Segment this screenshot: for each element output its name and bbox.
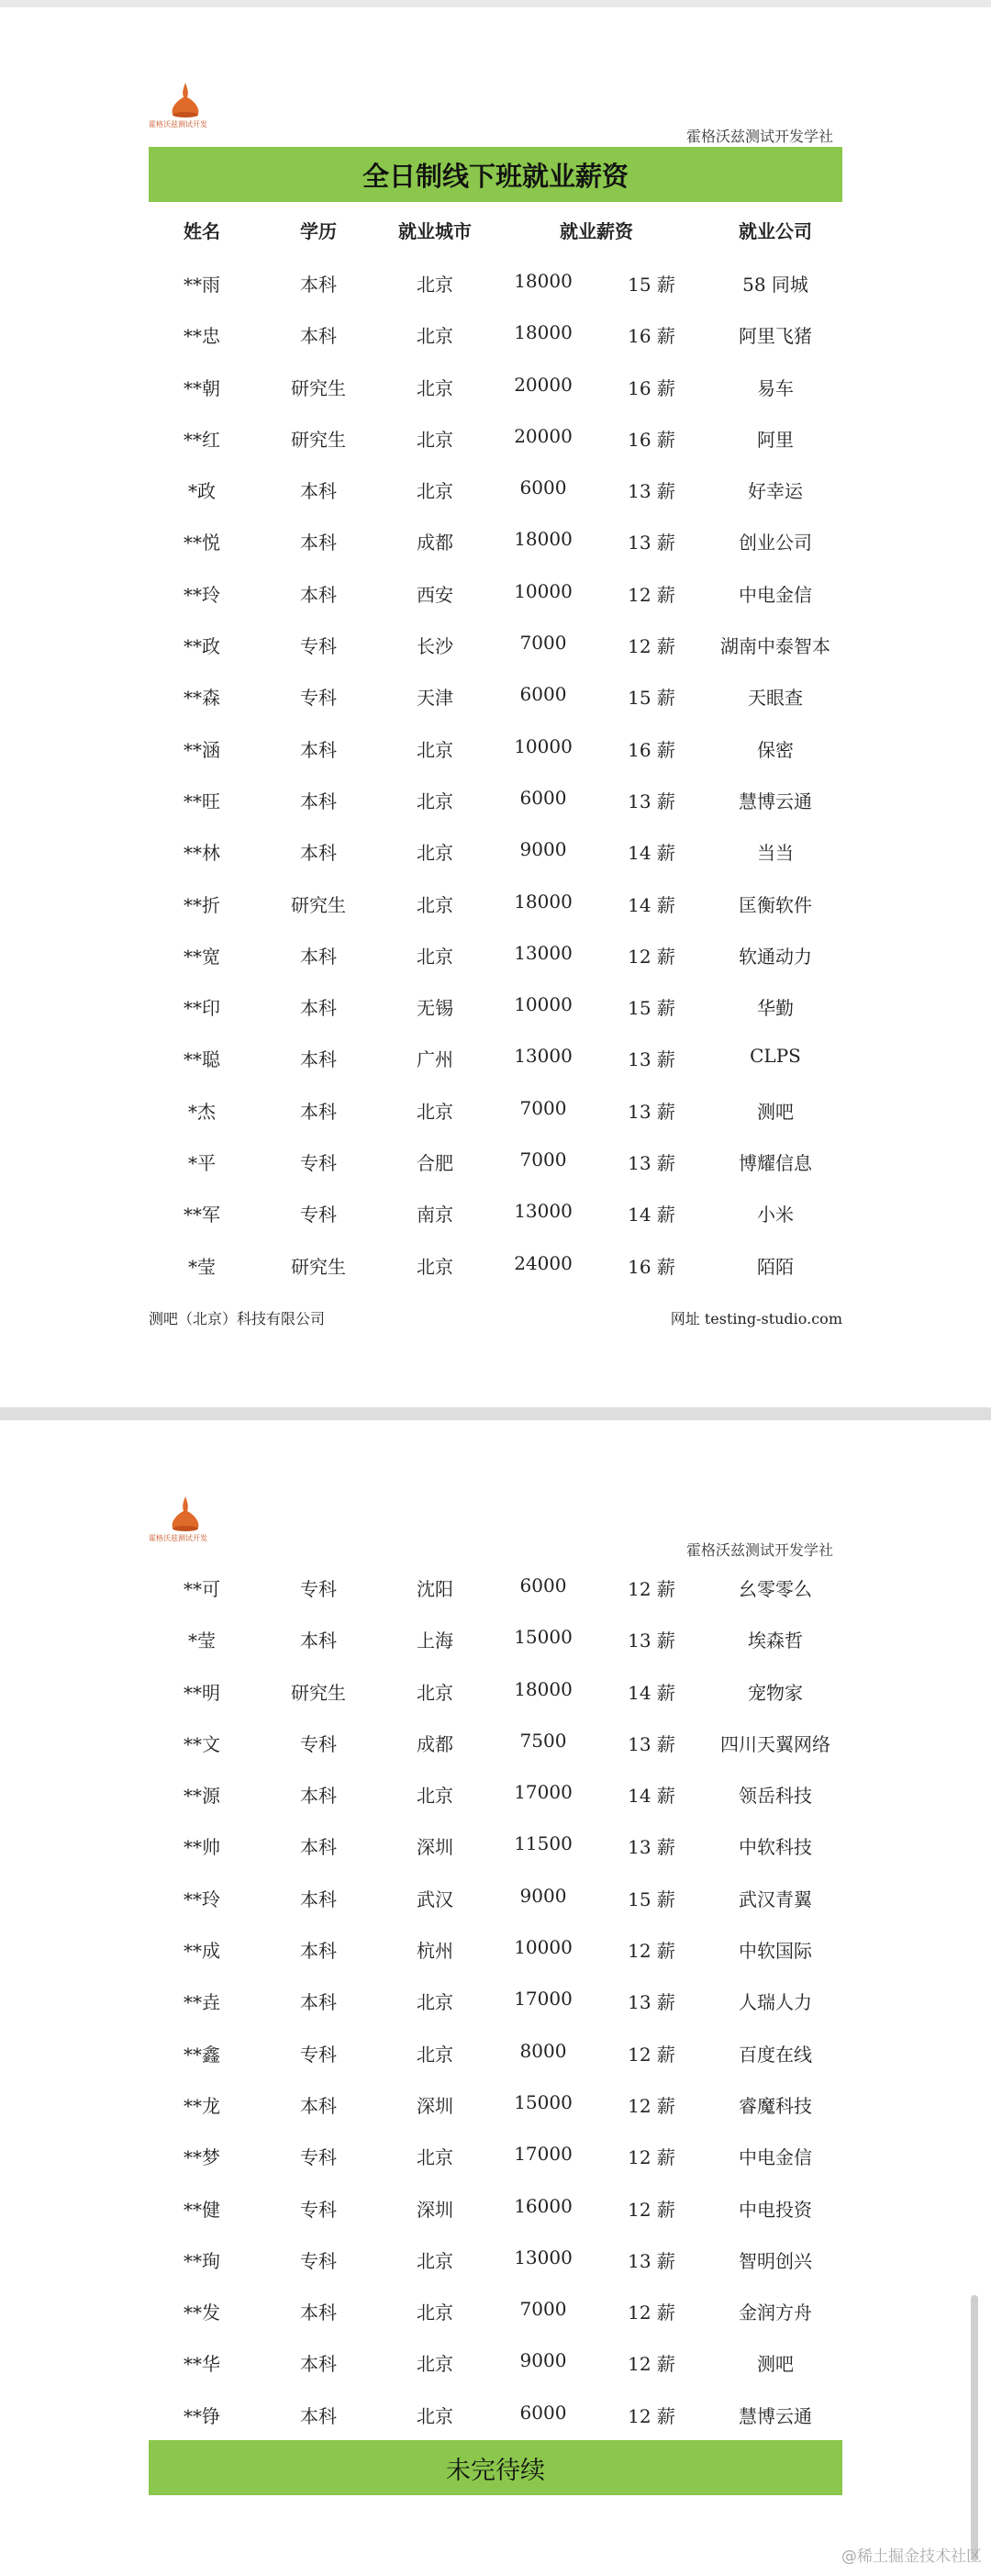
cell-months: 13 薪 (628, 1100, 675, 1123)
cell-company: 测吧 (757, 1100, 794, 1123)
cell-name: **政 (184, 635, 220, 658)
cell-name: **朝 (184, 376, 220, 399)
cell-degree: 专科 (300, 2043, 337, 2066)
cell-months: 14 薪 (628, 893, 675, 916)
cell-name: **聪 (184, 1048, 220, 1071)
cell-months: 12 薪 (628, 2146, 675, 2169)
table-row (149, 374, 842, 425)
cell-months: 12 薪 (628, 2094, 675, 2117)
cell-salary: 18000 (514, 1677, 573, 1700)
cell-city: 长沙 (417, 635, 453, 658)
cell-degree: 专科 (300, 1204, 337, 1226)
cell-months: 13 薪 (628, 1836, 675, 1859)
cell-salary: 13000 (514, 2246, 573, 2268)
table-row (149, 2349, 842, 2401)
cell-company: 领岳科技 (739, 1785, 812, 1808)
cell-name: **文 (184, 1732, 220, 1755)
table-row (149, 2091, 842, 2143)
cell-degree: 专科 (300, 2198, 337, 2221)
cell-months: 14 薪 (628, 1204, 675, 1226)
cell-degree: 本科 (300, 997, 337, 1020)
cell-salary: 17000 (514, 1988, 573, 2010)
cell-months: 13 薪 (628, 532, 675, 554)
cell-name: **珣 (184, 2249, 220, 2272)
org-name: 霍格沃兹测试开发学社 (685, 1541, 833, 1559)
cell-months: 13 薪 (628, 1732, 675, 1755)
cell-months: 16 薪 (628, 325, 675, 348)
cell-degree: 本科 (300, 1836, 337, 1859)
table-row (149, 1574, 842, 1626)
cell-salary: 10000 (514, 993, 573, 1016)
cell-degree: 本科 (300, 1100, 337, 1123)
cell-company: 陌陌 (757, 1255, 794, 1278)
cell-degree: 本科 (300, 2404, 337, 2427)
cell-salary: 18000 (514, 270, 573, 292)
cell-months: 12 薪 (628, 635, 675, 658)
cell-months: 15 薪 (628, 274, 675, 296)
cell-salary: 6000 (519, 2401, 567, 2424)
cell-city: 北京 (417, 1100, 453, 1123)
table-row (149, 1678, 842, 1730)
table-row (149, 425, 842, 476)
cell-months: 14 薪 (628, 1785, 675, 1808)
cell-salary: 16000 (514, 2194, 573, 2217)
cell-city: 深圳 (417, 1836, 453, 1859)
table-row (149, 321, 842, 373)
cell-company: 天眼查 (748, 687, 803, 710)
cell-company: 宠物家 (748, 1681, 803, 1704)
table-header (149, 217, 842, 253)
cell-company: 软通动力 (739, 945, 812, 968)
cell-salary: 18000 (514, 528, 573, 551)
logo (149, 81, 222, 129)
cell-name: *政 (188, 480, 216, 503)
cell-degree: 本科 (300, 325, 337, 348)
cell-degree: 专科 (300, 687, 337, 710)
cell-company: 阿里飞猪 (739, 325, 812, 348)
cell-salary: 15000 (514, 1626, 573, 1649)
cell-months: 12 薪 (628, 945, 675, 968)
cell-name: **林 (184, 842, 220, 865)
top-bar (0, 0, 991, 7)
salary-table-page-1 (149, 270, 842, 1304)
flask-logo-icon (167, 81, 204, 119)
table-row (149, 1988, 842, 2039)
table-row (149, 476, 842, 528)
cell-city: 北京 (417, 1255, 453, 1278)
cell-months: 16 薪 (628, 428, 675, 451)
cell-degree: 专科 (300, 1152, 337, 1175)
cell-salary: 6000 (519, 683, 567, 706)
table-row (149, 1730, 842, 1781)
cell-city: 北京 (417, 2404, 453, 2427)
cell-degree: 本科 (300, 2353, 337, 2376)
cell-company: 金润方舟 (739, 2302, 812, 2324)
cell-name: **折 (184, 893, 220, 916)
cell-salary: 17000 (514, 2143, 573, 2166)
table-row (149, 2040, 842, 2091)
cell-name: **鑫 (184, 2043, 220, 2066)
cell-name: **垚 (184, 1991, 220, 2014)
cell-degree: 专科 (300, 1578, 337, 1600)
table-row (149, 1045, 842, 1096)
col-city: 就业城市 (398, 220, 472, 242)
salary-table-page-2 (149, 1574, 842, 2453)
cell-salary: 13000 (514, 1200, 573, 1223)
table-row (149, 2143, 842, 2194)
page-gap (0, 1407, 991, 1420)
cell-company: 华勤 (757, 997, 794, 1020)
flask-logo-icon (167, 1495, 204, 1533)
cell-city: 广州 (417, 1048, 453, 1071)
cell-salary: 18000 (514, 321, 573, 344)
cell-name: **华 (184, 2353, 220, 2376)
cell-degree: 本科 (300, 1048, 337, 1071)
cell-degree: 本科 (300, 1785, 337, 1808)
cell-name: **军 (184, 1204, 220, 1226)
cell-city: 北京 (417, 790, 453, 812)
cell-months: 12 薪 (628, 1940, 675, 1963)
cell-salary: 10000 (514, 579, 573, 602)
cell-salary: 11500 (514, 1832, 573, 1855)
cell-company: 中电投资 (739, 2198, 812, 2221)
cell-company: 四川天翼网络 (720, 1732, 830, 1755)
cell-degree: 研究生 (291, 1681, 346, 1704)
cell-city: 北京 (417, 2043, 453, 2066)
cell-company: 中软科技 (739, 1836, 812, 1859)
cell-name: **帅 (184, 1836, 220, 1859)
website: 网址 testing-studio.com (670, 1310, 842, 1327)
table-row (149, 2298, 842, 2349)
cell-company: 博耀信息 (739, 1152, 812, 1175)
cell-name: *平 (188, 1152, 216, 1175)
cell-name: **涵 (184, 738, 220, 761)
cell-degree: 专科 (300, 635, 337, 658)
cell-city: 成都 (417, 532, 453, 554)
cell-months: 12 薪 (628, 1578, 675, 1600)
table-row (149, 838, 842, 890)
cell-degree: 本科 (300, 1887, 337, 1910)
cell-months: 14 薪 (628, 842, 675, 865)
cell-salary: 24000 (514, 1251, 573, 1274)
cell-months: 13 薪 (628, 1630, 675, 1652)
cell-company: 中电金信 (739, 2146, 812, 2169)
table-row (149, 1252, 842, 1304)
cell-degree: 研究生 (291, 428, 346, 451)
table-row (149, 528, 842, 579)
cell-city: 深圳 (417, 2198, 453, 2221)
cell-degree: 本科 (300, 1630, 337, 1652)
table-row (149, 632, 842, 683)
cell-salary: 13000 (514, 1045, 573, 1068)
cell-city: 北京 (417, 738, 453, 761)
cell-name: **旺 (184, 790, 220, 812)
cell-months: 13 薪 (628, 790, 675, 812)
cell-name: **玲 (184, 1887, 220, 1910)
col-name: 姓名 (184, 220, 220, 242)
cell-degree: 本科 (300, 480, 337, 503)
table-row (149, 1148, 842, 1200)
cell-degree: 本科 (300, 532, 337, 554)
cell-city: 北京 (417, 1785, 453, 1808)
cell-city: 天津 (417, 687, 453, 710)
cell-company: 小米 (757, 1204, 794, 1226)
cell-city: 北京 (417, 325, 453, 348)
cell-salary: 6000 (519, 476, 567, 499)
cell-name: *莹 (188, 1630, 216, 1652)
cell-city: 北京 (417, 376, 453, 399)
cell-company: 湖南中泰智本 (720, 635, 830, 658)
cell-company: CLPS (750, 1045, 801, 1068)
cell-degree: 本科 (300, 738, 337, 761)
cell-city: 沈阳 (417, 1578, 453, 1600)
cell-name: **悦 (184, 532, 220, 554)
cell-months: 15 薪 (628, 687, 675, 710)
cell-company: 埃森哲 (748, 1630, 803, 1652)
cell-months: 13 薪 (628, 1991, 675, 2014)
cell-salary: 7000 (519, 2298, 567, 2321)
cell-salary: 9000 (519, 838, 567, 861)
cell-city: 杭州 (417, 1940, 453, 1963)
cell-city: 北京 (417, 1991, 453, 2014)
cell-name: **森 (184, 687, 220, 710)
table-row (149, 890, 842, 942)
cell-company: 好幸运 (748, 480, 803, 503)
cell-name: **忠 (184, 325, 220, 348)
cell-salary: 18000 (514, 890, 573, 913)
cell-degree: 研究生 (291, 1255, 346, 1278)
org-name: 霍格沃兹测试开发学社 (685, 128, 833, 145)
cell-salary: 20000 (514, 373, 573, 396)
table-row (149, 1832, 842, 1884)
cell-city: 北京 (417, 480, 453, 503)
cell-company: 匡衡软件 (739, 893, 812, 916)
cell-name: **印 (184, 997, 220, 1020)
logo-text: 霍格沃兹测试开发 (149, 120, 207, 129)
cell-months: 12 薪 (628, 2302, 675, 2324)
cell-salary: 7000 (519, 632, 567, 655)
cell-name: **源 (184, 1785, 220, 1808)
cell-company: 慧博云通 (739, 2404, 812, 2427)
cell-company: 中软国际 (739, 1940, 812, 1963)
cell-company: 慧博云通 (739, 790, 812, 812)
cell-degree: 本科 (300, 2094, 337, 2117)
cell-city: 西安 (417, 583, 453, 606)
cell-salary: 15000 (514, 2090, 573, 2113)
table-row (149, 787, 842, 838)
table-row (149, 1200, 842, 1251)
table-row (149, 683, 842, 734)
cell-months: 13 薪 (628, 1048, 675, 1071)
cell-months: 16 薪 (628, 376, 675, 399)
cell-company: 人瑞人力 (739, 1991, 812, 2014)
cell-city: 北京 (417, 893, 453, 916)
cell-name: **发 (184, 2302, 220, 2324)
cell-name: **成 (184, 1940, 220, 1963)
cell-city: 北京 (417, 842, 453, 865)
cell-city: 无锡 (417, 997, 453, 1020)
cell-degree: 本科 (300, 842, 337, 865)
cell-company: 幺零零么 (739, 1578, 812, 1600)
company-name: 测吧（北京）科技有限公司 (149, 1310, 326, 1327)
cell-degree: 本科 (300, 1940, 337, 1963)
cell-name: **明 (184, 1681, 220, 1704)
cell-months: 16 薪 (628, 1255, 675, 1278)
cell-salary: 6000 (519, 786, 567, 809)
cell-city: 北京 (417, 2249, 453, 2272)
cell-company: 58 同城 (742, 274, 808, 296)
cell-salary: 9000 (519, 2349, 567, 2372)
watermark: @稀土掘金技术社区 (841, 2548, 982, 2566)
cell-salary: 10000 (514, 734, 573, 757)
cell-name: **可 (184, 1578, 220, 1600)
cell-salary: 7000 (519, 1096, 567, 1119)
cell-company: 武汉青翼 (739, 1887, 812, 1910)
table-row (149, 942, 842, 993)
cell-salary: 9000 (519, 1884, 567, 1907)
cell-degree: 本科 (300, 790, 337, 812)
cell-name: **健 (184, 2198, 220, 2221)
cell-name: **龙 (184, 2094, 220, 2117)
logo-text: 霍格沃兹测试开发 (149, 1534, 207, 1542)
cell-degree: 本科 (300, 583, 337, 606)
cell-company: 保密 (757, 738, 794, 761)
cell-city: 北京 (417, 274, 453, 296)
cell-months: 13 薪 (628, 480, 675, 503)
table-row (149, 1885, 842, 1936)
col-degree: 学历 (300, 220, 337, 242)
cell-city: 北京 (417, 945, 453, 968)
cell-city: 南京 (417, 1204, 453, 1226)
cell-months: 15 薪 (628, 997, 675, 1020)
cell-company: 智明创兴 (739, 2249, 812, 2272)
cell-degree: 专科 (300, 2146, 337, 2169)
to-be-continued-banner: 未完待续 (149, 2440, 842, 2495)
cell-months: 13 薪 (628, 1152, 675, 1175)
cell-months: 12 薪 (628, 2198, 675, 2221)
cell-degree: 本科 (300, 2302, 337, 2324)
cell-salary: 17000 (514, 1781, 573, 1804)
table-row (149, 1936, 842, 1988)
cell-name: *杰 (188, 1100, 216, 1123)
table-row (149, 270, 842, 321)
cell-city: 合肥 (417, 1152, 453, 1175)
cell-city: 北京 (417, 2302, 453, 2324)
cell-city: 上海 (417, 1630, 453, 1652)
cell-name: **玲 (184, 583, 220, 606)
cell-city: 北京 (417, 2146, 453, 2169)
cell-salary: 13000 (514, 941, 573, 964)
cell-name: **雨 (184, 274, 220, 296)
cell-months: 14 薪 (628, 1681, 675, 1704)
table-row (149, 735, 842, 787)
cell-months: 12 薪 (628, 583, 675, 606)
cell-company: 睿魔科技 (739, 2094, 812, 2117)
cell-company: 百度在线 (739, 2043, 812, 2066)
cell-months: 15 薪 (628, 1887, 675, 1910)
col-salary: 就业薪资 (560, 220, 633, 242)
cell-degree: 本科 (300, 274, 337, 296)
cell-city: 深圳 (417, 2094, 453, 2117)
cell-months: 16 薪 (628, 738, 675, 761)
cell-months: 12 薪 (628, 2043, 675, 2066)
cell-degree: 本科 (300, 945, 337, 968)
cell-name: **梦 (184, 2146, 220, 2169)
cell-company: 测吧 (757, 2353, 794, 2376)
col-company: 就业公司 (739, 220, 812, 242)
cell-name: **铮 (184, 2404, 220, 2427)
cell-months: 12 薪 (628, 2353, 675, 2376)
cell-months: 13 薪 (628, 2249, 675, 2272)
scrollbar[interactable] (971, 2295, 978, 2561)
logo (149, 1495, 222, 1543)
table-row (149, 1626, 842, 1677)
cell-city: 北京 (417, 2353, 453, 2376)
cell-salary: 6000 (519, 1574, 567, 1596)
cell-city: 成都 (417, 1732, 453, 1755)
cell-name: *莹 (188, 1255, 216, 1278)
page-title: 全日制线下班就业薪资 (149, 147, 842, 202)
table-row (149, 993, 842, 1045)
cell-city: 北京 (417, 1681, 453, 1704)
table-row (149, 1781, 842, 1832)
cell-name: **宽 (184, 945, 220, 968)
cell-company: 当当 (757, 842, 794, 865)
cell-degree: 专科 (300, 2249, 337, 2272)
cell-company: 中电金信 (739, 583, 812, 606)
table-row (149, 2246, 842, 2298)
cell-company: 易车 (757, 376, 794, 399)
cell-salary: 10000 (514, 1936, 573, 1959)
cell-months: 12 薪 (628, 2404, 675, 2427)
table-row (149, 580, 842, 632)
cell-city: 武汉 (417, 1887, 453, 1910)
cell-city: 北京 (417, 428, 453, 451)
table-row (149, 2195, 842, 2246)
cell-company: 创业公司 (739, 532, 812, 554)
cell-company: 阿里 (757, 428, 794, 451)
cell-salary: 7500 (519, 1729, 567, 1752)
cell-salary: 7000 (519, 1148, 567, 1171)
cell-name: **红 (184, 428, 220, 451)
cell-degree: 专科 (300, 1732, 337, 1755)
cell-salary: 20000 (514, 424, 573, 447)
cell-degree: 研究生 (291, 893, 346, 916)
cell-degree: 研究生 (291, 376, 346, 399)
table-row (149, 1097, 842, 1148)
cell-degree: 本科 (300, 1991, 337, 2014)
cell-salary: 8000 (519, 2039, 567, 2062)
